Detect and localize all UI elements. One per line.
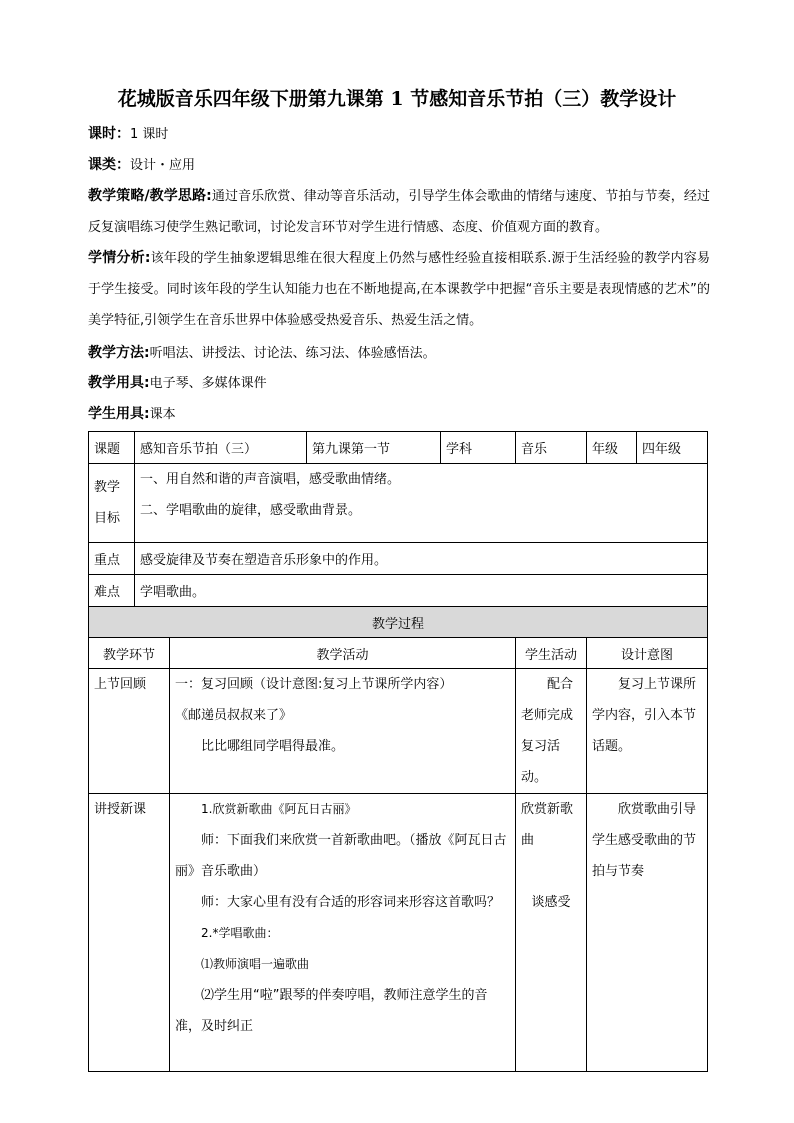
review-activity-2: 《邮递员叔叔来了》 — [175, 708, 293, 723]
method-label: 教学方法: — [88, 345, 150, 361]
new-lesson-student-1: 欣赏新歌曲 — [521, 802, 574, 848]
process-title-row — [89, 607, 708, 638]
strategy-text: 通过音乐欣赏、律动等音乐活动，引导学生体会歌曲的情绪与速度、节拍与节奏，经过反复演唱练习使学生熟记歌词，讨论发言环节对学生进行情感、态度、价值观方面的教育。 — [88, 189, 710, 235]
lesson-table — [88, 431, 708, 1072]
review-activity-1: 一：复习回顾（设计意图:复习上节课所学内容） — [175, 677, 453, 692]
review-row — [89, 669, 708, 794]
key-label-cell: 重点 — [89, 543, 135, 575]
key-row — [89, 543, 708, 575]
review-student-cell: 配合老师完成复习活动。 — [516, 669, 587, 794]
analysis-label: 学情分析: — [88, 250, 151, 266]
new-lesson-activity-1: 1.欣赏新歌曲《阿瓦日古丽》 — [201, 802, 357, 816]
new-lesson-row — [89, 794, 708, 1072]
type-value: 设计・应用 — [130, 158, 196, 173]
review-intent-cell: 复习上节课所学内容，引入本节话题。 — [587, 669, 708, 794]
goal-1: 一、用自然和谐的声音演唱，感受歌曲情绪。 — [140, 472, 401, 487]
goals-cell — [135, 464, 708, 543]
hours-value: 1 课时 — [130, 127, 169, 142]
new-lesson-activity-5: ⑴教师演唱一遍歌曲 — [201, 957, 310, 971]
key-value-cell: 感受旋律及节奏在塑造音乐形象中的作用。 — [135, 543, 708, 575]
strategy-label: 教学策略/教学思路: — [88, 188, 212, 204]
tools-line — [88, 368, 708, 399]
topic-row — [89, 432, 708, 464]
analysis-paragraph — [88, 243, 710, 336]
goals-row — [89, 464, 708, 543]
student-tools-text: 课本 — [149, 407, 176, 422]
new-lesson-activity-cell — [170, 794, 516, 1072]
topic-value-cell: 感知音乐节拍（三） — [135, 432, 307, 464]
new-lesson-activity-4: 2.*学唱歌曲： — [201, 926, 279, 940]
method-line — [88, 338, 708, 369]
new-lesson-stage-cell: 讲授新课 — [89, 794, 170, 1072]
student-tools-label: 学生用具: — [88, 406, 150, 422]
tools-label: 教学用具: — [88, 375, 150, 391]
new-lesson-student-cell — [516, 794, 587, 1072]
subject-label-cell: 学科 — [441, 432, 516, 464]
new-lesson-intent-cell: 欣赏歌曲引导学生感受歌曲的节拍与节奏 — [587, 794, 708, 1072]
new-lesson-activity-3: 师：大家心里有没有合适的形容词来形容这首歌吗？ — [201, 895, 501, 910]
process-title-cell: 教学过程 — [89, 607, 708, 638]
goals-label-cell: 教学目标 — [89, 464, 135, 543]
difficulty-label-cell: 难点 — [89, 575, 135, 607]
hours-line — [88, 119, 708, 150]
type-line — [88, 150, 708, 181]
col-student-header: 学生活动 — [516, 638, 587, 669]
method-text: 听唱法、讲授法、讨论法、练习法、体验感悟法。 — [149, 346, 436, 361]
document-title: 花城版音乐四年级下册第九课第 1 节感知音乐节拍（三）教学设计 — [117, 88, 677, 110]
hours-label: 课时： — [88, 126, 130, 142]
col-stage-header: 教学环节 — [89, 638, 170, 669]
difficulty-value-cell: 学唱歌曲。 — [135, 575, 708, 607]
lesson-cell: 第九课第一节 — [307, 432, 441, 464]
difficulty-row — [89, 575, 708, 607]
new-lesson-activity-6: ⑵学生用“啦”跟琴的伴奏哼唱，教师注意学生的音准，及时纠正 — [175, 988, 488, 1034]
tools-text: 电子琴、多媒体课件 — [149, 376, 267, 391]
new-lesson-student-2: 谈感受 — [531, 895, 571, 910]
process-header-row — [89, 638, 708, 669]
type-label: 课类： — [88, 157, 130, 173]
goal-2: 二、学唱歌曲的旋律，感受歌曲背景。 — [140, 503, 362, 518]
review-stage-cell: 上节回顾 — [89, 669, 170, 794]
grade-label-cell: 年级 — [587, 432, 637, 464]
new-lesson-activity-2: 师：下面我们来欣赏一首新歌曲吧。（播放《阿瓦日古丽》音乐歌曲） — [175, 833, 507, 879]
grade-value-cell: 四年级 — [637, 432, 708, 464]
strategy-paragraph — [88, 181, 710, 243]
subject-value-cell: 音乐 — [516, 432, 587, 464]
col-intent-header: 设计意图 — [587, 638, 708, 669]
topic-label-cell: 课题 — [89, 432, 135, 464]
student-tools-line — [88, 399, 708, 430]
review-activity-cell — [170, 669, 516, 794]
analysis-text: 该年段的学生抽象逻辑思维在很大程度上仍然与感性经验直接相联系.源于生活经验的教学内容易于学生接受。同时该年段的学生认知能力也在不断地提高,在本课教学中把握“音乐主要是表现情感的艺术”的美学特征,引领学生在音乐世界中体验感受热爱音乐、热爱生活之情。 — [88, 251, 710, 328]
review-activity-3: 比比哪组同学唱得最准。 — [201, 739, 345, 754]
col-activity-header: 教学活动 — [170, 638, 516, 669]
